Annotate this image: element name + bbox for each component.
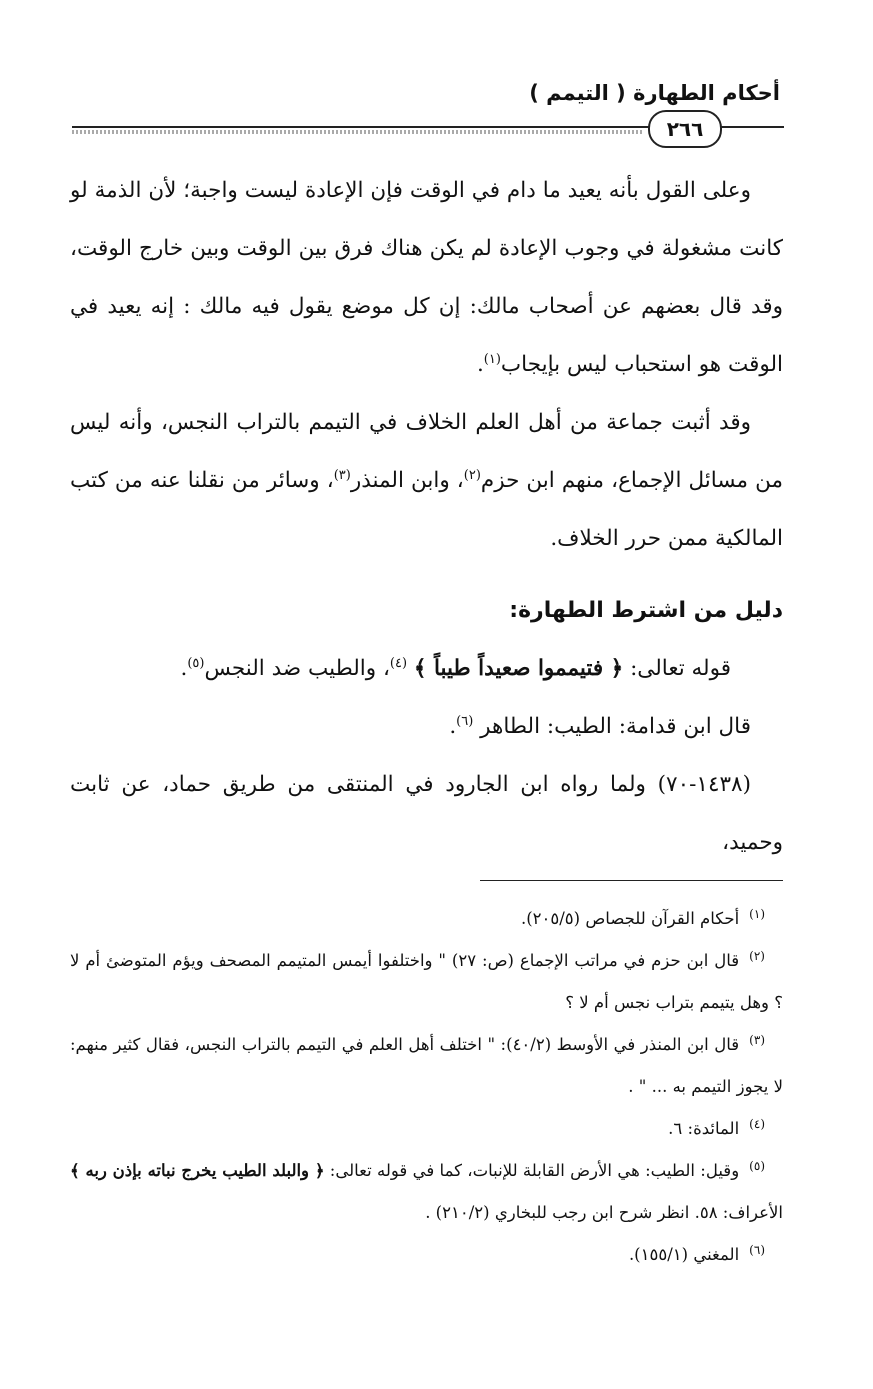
header-ornament-line: [72, 130, 642, 134]
footnote-4-number: (٤): [749, 1116, 765, 1131]
footnote-1: [70, 898, 783, 940]
paragraph-3-end: .: [180, 656, 188, 681]
footnote-2: [70, 940, 783, 1024]
paragraph-2: [70, 394, 783, 568]
footnote-6-text: المغني (١٥٥/١).: [628, 1245, 740, 1264]
footnote-ref-6: (٦): [456, 713, 474, 729]
footnote-ref-4: (٤): [389, 655, 408, 671]
footnote-5: [70, 1150, 783, 1234]
footnote-6: [70, 1234, 783, 1276]
paragraph-5: (١٤٣٨-٧٠) ولما رواه ابن الجارود في المنتقى من طريق حماد، عن ثابت وحميد،: [70, 772, 783, 855]
footnote-1-text: أحكام القرآن للجصاص (٢٠٥/٥).: [520, 909, 740, 928]
footnote-3-number: (٣): [749, 1032, 765, 1047]
paragraph-1-text: وعلى القول بأنه يعيد ما دام في الوقت فإن الإعادة ليست واجبة؛ لأن الذمة لو كانت مشغولة في وجوب الإعادة لم يكن هناك فرق بين الوقت وبين خارج الوقت، وقد قال بعضهم عن أصحاب مالك: إن كل موضع يقول فيه مالك : إنه يعيد في الوقت هو استحباب ليس بإيجاب: [70, 178, 783, 377]
footnote-5-verse: ﴿ والبلد الطيب يخرج نباته بإذن ربه ﴾: [70, 1161, 325, 1180]
paragraph-2-text-b: ، وابن المنذر: [350, 468, 464, 493]
page-number-badge: ٢٦٦: [648, 110, 722, 148]
footnote-3: [70, 1024, 783, 1108]
footnote-2-number: (٢): [749, 948, 765, 963]
footnote-1-number: (١): [749, 906, 765, 921]
footnote-3-text: قال ابن المنذر في الأوسط (٤٠/٢): " اختلف أهل العلم في التيمم بالتراب النجس، فقال كثير منهم: لا يجوز التيمم به ... " .: [70, 1035, 783, 1096]
footnote-2-text: قال ابن حزم في مراتب الإجماع (ص: ٢٧) " واختلفوا أيمس المتيمم المصحف ويؤم المتوضئ أم لا ؟ وهل يتيمم بتراب نجس أم لا ؟: [70, 951, 783, 1012]
footnote-4: [70, 1108, 783, 1150]
footnote-4-text: المائدة: ٦.: [668, 1119, 740, 1138]
paragraph-4-text: قال ابن قدامة: الطيب: الطاهر: [473, 714, 751, 739]
footnote-ref-5: (٥): [187, 655, 205, 671]
main-text: [70, 162, 783, 872]
paragraph-2-text-c: ، وسائر من نقلنا عنه من كتب المالكية ممن حرر الخلاف.: [70, 468, 783, 551]
paragraph-4-end: .: [449, 714, 457, 739]
footnote-separator: [480, 880, 783, 881]
footnote-ref-2: (٢): [463, 467, 481, 483]
footnote-5-number: (٥): [749, 1158, 765, 1173]
footnotes-section: [70, 898, 783, 1276]
paragraph-3: [70, 640, 783, 698]
footnote-5-text-b: الأعراف: ٥٨. انظر شرح ابن رجب للبخاري (٢١٠/٢) .: [425, 1203, 783, 1222]
paragraph-3-text-b: ، والطيب ضد النجس: [204, 656, 390, 681]
paragraph-1-end: .: [476, 352, 484, 377]
paragraph-1: [70, 162, 783, 394]
footnote-ref-1: (١): [483, 351, 501, 367]
footnote-6-number: (٦): [749, 1242, 765, 1257]
section-heading: دليل من اشترط الطهارة:: [509, 598, 783, 623]
footnote-5-text-a: وقيل: الطيب: هي الأرض القابلة للإنبات، كما في قوله تعالى:: [324, 1161, 740, 1180]
quran-verse: ﴿ فتيمموا صعيداً طيباً ﴾: [413, 656, 624, 681]
paragraph-3-text-a: قوله تعالى:: [623, 656, 731, 681]
footnote-ref-3: (٣): [333, 467, 351, 483]
running-header-title: أحكام الطهارة ( التيمم ): [529, 81, 780, 105]
paragraph-2-text-a: وقد أثبت جماعة من أهل العلم الخلاف في التيمم بالتراب النجس، وأنه ليس من مسائل الإجماع، منهم ابن حزم: [70, 410, 783, 493]
paragraph-4: [70, 698, 783, 756]
